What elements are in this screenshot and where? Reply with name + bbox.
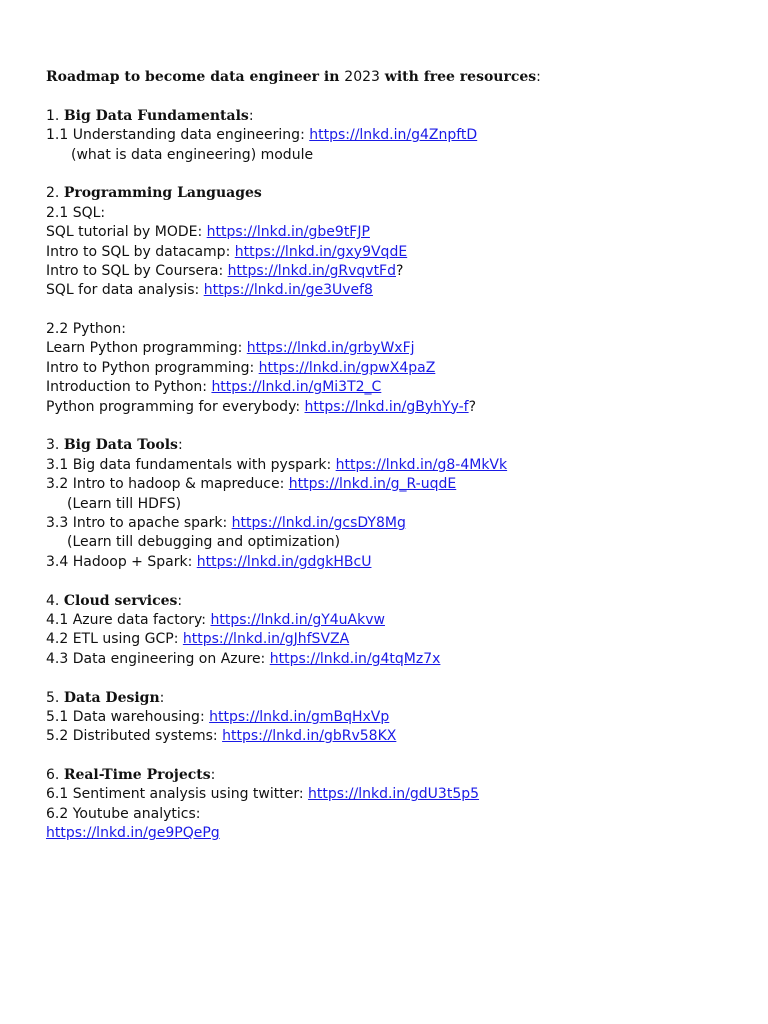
list-item: 6.2 Youtube analytics: (46, 805, 201, 822)
section-2-heading (46, 184, 746, 203)
resource-link[interactable]: https://lnkd.in/ge9PQePg (46, 825, 220, 842)
item-label: SQL for data analysis: (46, 282, 204, 299)
resource-link[interactable]: https://lnkd.in/gbe9tFJP (206, 224, 370, 241)
section-colon: : (159, 689, 165, 706)
item-label: 4.2 ETL using GCP: (46, 631, 183, 648)
title-part2: with free resources (379, 69, 537, 85)
item-label: 5.2 Distributed systems: (46, 728, 223, 745)
section-number: 5. (46, 689, 64, 706)
list-item (46, 650, 746, 669)
resource-link[interactable]: https://lnkd.in/gJhfSVZA (182, 631, 350, 648)
resource-link[interactable]: https://lnkd.in/gxy9VqdE (234, 243, 408, 260)
list-item (46, 824, 746, 843)
list-item (46, 398, 746, 417)
section-title: Big Data Fundamentals (63, 107, 249, 124)
item-label: 3.4 Hadoop + Spark: (46, 553, 197, 570)
resource-link[interactable]: https://lnkd.in/ge3Uvef8 (203, 282, 373, 299)
resource-link[interactable]: https://lnkd.in/grbyWxFj (246, 340, 415, 357)
section-title: Cloud services (63, 592, 178, 609)
section-6-heading (46, 766, 746, 785)
item-label: 4.3 Data engineering on Azure: (46, 650, 270, 667)
section-title: Big Data Tools (63, 437, 178, 454)
resource-link[interactable]: https://lnkd.in/gpwX4paZ (258, 359, 436, 376)
section-title: Programming Languages (63, 185, 262, 202)
list-item (46, 708, 746, 727)
spacer (46, 165, 746, 184)
section-number: 2. (46, 185, 64, 202)
resource-link[interactable]: https://lnkd.in/g_R-uqdE (288, 476, 457, 493)
document-body (46, 68, 746, 844)
spacer (46, 669, 746, 688)
title-year: 2023 (344, 69, 380, 85)
section-number: 6. (46, 767, 64, 784)
item-label: Intro to SQL by datacamp: (46, 243, 235, 260)
item-note: (what is data engineering) module (71, 146, 314, 163)
section-colon: : (177, 592, 183, 609)
section-number: 1. (46, 107, 64, 124)
list-item (46, 611, 746, 630)
section-number: 4. (46, 592, 64, 609)
resource-link[interactable]: https://lnkd.in/gMi3T2_C (211, 379, 382, 396)
item-label: Introduction to Python: (46, 379, 212, 396)
resource-link[interactable]: https://lnkd.in/gRvqvtFd (227, 262, 396, 279)
resource-link[interactable]: https://lnkd.in/gcsDY8Mg (231, 514, 406, 531)
list-item (46, 262, 746, 281)
resource-link[interactable]: https://lnkd.in/gByhYy-f (304, 398, 469, 415)
item-label: 4.1 Azure data factory: (46, 611, 211, 628)
resource-link[interactable]: https://lnkd.in/g8-4MkVk (335, 456, 508, 473)
section-number: 3. (46, 437, 64, 454)
item-label: 3.3 Intro to apache spark: (46, 514, 232, 531)
section-5-heading (46, 689, 746, 708)
resource-link[interactable]: https://lnkd.in/gdU3t5p5 (308, 786, 480, 803)
item-label: Learn Python programming: (46, 340, 247, 357)
resource-link[interactable]: https://lnkd.in/gdgkHBcU (196, 553, 372, 570)
spacer (46, 301, 746, 320)
item-label: Intro to Python programming: (46, 359, 259, 376)
resource-link[interactable]: https://lnkd.in/g4tqMz7x (269, 650, 441, 667)
item-note: (Learn till HDFS) (67, 495, 182, 512)
item-note: (Learn till debugging and optimization) (67, 534, 341, 551)
list-item (46, 456, 746, 475)
item-label: Intro to SQL by Coursera: (46, 262, 228, 279)
section-title: Data Design (63, 689, 160, 706)
document-title (46, 68, 746, 87)
resource-link[interactable]: https://lnkd.in/gbRv58KX (222, 728, 397, 745)
item-label: 3.2 Intro to hadoop & mapreduce: (46, 476, 289, 493)
section-title: Real-Time Projects (63, 767, 211, 784)
section-4-heading (46, 592, 746, 611)
list-item (46, 378, 746, 397)
item-suffix: ? (468, 398, 477, 415)
list-item (46, 475, 746, 494)
resource-link[interactable]: https://lnkd.in/gmBqHxVp (209, 708, 390, 725)
list-item (46, 514, 746, 533)
item-label: Python programming for everybody: (46, 398, 305, 415)
list-item (46, 785, 746, 804)
section-3-heading (46, 436, 746, 455)
item-label: 6.1 Sentiment analysis using twitter: (46, 786, 309, 803)
section-1-heading (46, 107, 746, 126)
item-label: 3.1 Big data fundamentals with pyspark: (46, 456, 336, 473)
list-item (46, 553, 746, 572)
item-suffix: ? (396, 262, 404, 279)
title-part1: Roadmap to become data engineer in (46, 69, 345, 85)
item-label: 5.1 Data warehousing: (46, 708, 210, 725)
spacer (46, 417, 746, 436)
item-label: SQL tutorial by MODE: (46, 224, 207, 241)
spacer (46, 572, 746, 591)
list-item (46, 126, 746, 145)
resource-link[interactable]: https://lnkd.in/gY4uAkvw (210, 611, 385, 628)
list-item (46, 223, 746, 242)
resource-link[interactable]: https://lnkd.in/g4ZnpftD (309, 127, 478, 144)
spacer (46, 747, 746, 766)
list-item (46, 243, 746, 262)
item-label: 1.1 Understanding data engineering: (46, 127, 310, 144)
list-item (46, 630, 746, 649)
subsection-python-heading: 2.2 Python: (46, 321, 126, 338)
list-item (46, 359, 746, 378)
spacer (46, 87, 746, 106)
list-item (46, 281, 746, 300)
section-colon: : (248, 107, 254, 124)
section-colon: : (177, 437, 183, 454)
subsection-sql-heading: 2.1 SQL: (46, 204, 106, 221)
list-item (46, 339, 746, 358)
title-suffix: : (536, 69, 541, 85)
section-colon: : (210, 767, 216, 784)
list-item (46, 727, 746, 746)
